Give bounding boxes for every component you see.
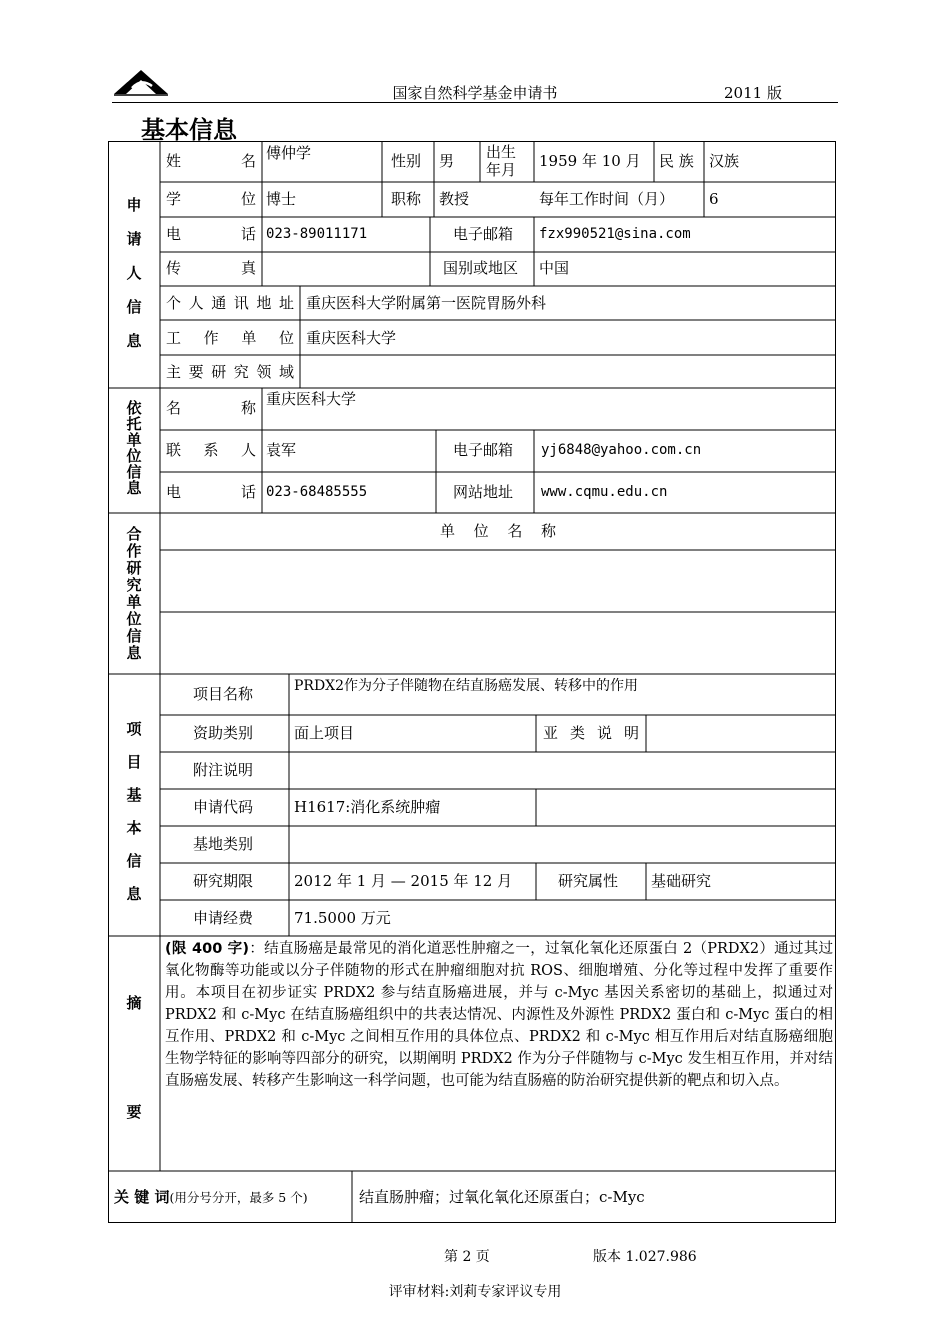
applicant-ethnicity-value: 汉族 <box>709 152 740 170</box>
applicant-group-char: 请 <box>126 230 142 248</box>
applicant-name-label: 姓 名 <box>166 152 256 170</box>
project-attribute-label: 研究属性 <box>558 872 619 890</box>
applicant-field-label: 主要研究领域 <box>166 363 294 381</box>
applicant-email-value: fzx990521@sina.com <box>539 226 691 242</box>
applicant-title-label: 职称 <box>391 190 422 208</box>
project-group-label <box>108 713 160 911</box>
applicant-address-value: 重庆医科大学附属第一医院胃肠外科 <box>306 294 547 312</box>
institution-contact-label: 联 系 人 <box>166 441 256 459</box>
institution-group-char: 息 <box>126 479 142 497</box>
keywords-label-block <box>114 1189 308 1206</box>
project-budget-label: 申请经费 <box>193 909 254 927</box>
footer-page-number: 第 2 页 <box>444 1249 490 1265</box>
applicant-group-char: 息 <box>126 332 142 350</box>
partners-group-char: 息 <box>126 644 142 662</box>
header-divider <box>112 102 838 103</box>
applicant-country-label: 国别或地区 <box>443 259 519 277</box>
abstract-limit: (限 400 字) <box>165 941 250 957</box>
partners-group-char: 作 <box>126 542 142 560</box>
partners-group-char: 合 <box>126 525 142 543</box>
applicant-phone-label: 电 话 <box>166 225 256 243</box>
institution-group-char: 信 <box>126 463 142 481</box>
institution-email-label: 电子邮箱 <box>453 441 514 459</box>
applicant-work-time-label: 每年工作时间（月） <box>539 190 675 208</box>
partners-group-char: 单 <box>126 593 142 611</box>
applicant-degree-value: 博士 <box>266 190 297 208</box>
institution-group-char: 位 <box>126 447 142 465</box>
institution-group-char: 依 <box>126 399 142 417</box>
footer-review-note: 评审材料:刘莉专家评议专用 <box>388 1284 562 1300</box>
section-title: 基本信息 <box>141 116 237 144</box>
keywords-value: 结直肠肿瘤；过氧化氧化还原蛋白；c-Myc <box>359 1188 645 1206</box>
partners-group-char: 位 <box>126 610 142 628</box>
institution-phone-value: 023-68485555 <box>266 484 368 500</box>
institution-contact-value: 袁军 <box>266 441 297 459</box>
project-name-value: PRDX2作为分子伴随物在结直肠癌发展、转移中的作用 <box>294 678 639 694</box>
applicant-degree-label: 学 位 <box>166 190 256 208</box>
applicant-group-char: 申 <box>126 196 142 214</box>
header-version: 2011 版 <box>724 84 782 102</box>
partners-group-char: 研 <box>126 559 142 577</box>
applicant-employer-label: 工 作 单 位 <box>166 329 294 347</box>
applicant-birth-value: 1959 年 10 月 <box>539 152 641 170</box>
applicant-name-value: 傅仲学 <box>266 144 312 162</box>
institution-group-char: 单 <box>126 431 142 449</box>
institution-name-label: 名 称 <box>166 399 256 417</box>
project-budget-value: 71.5000 万元 <box>294 909 391 927</box>
project-code-value: H1617:消化系统肿瘤 <box>294 798 441 816</box>
project-note-label: 附注说明 <box>193 761 254 779</box>
project-group-char: 信 <box>126 852 142 870</box>
applicant-fax-label: 传 真 <box>166 259 256 277</box>
institution-website-value: www.cqmu.edu.cn <box>541 484 668 500</box>
partners-group-char: 信 <box>126 627 142 645</box>
applicant-country-value: 中国 <box>539 259 570 277</box>
keywords-hint: (用分号分开，最多 5 个) <box>169 1190 308 1205</box>
footer-version: 版本 1.027.986 <box>593 1249 697 1265</box>
applicant-email-label: 电子邮箱 <box>453 225 514 243</box>
project-group-char: 基 <box>126 786 142 804</box>
applicant-group-char: 人 <box>126 264 142 282</box>
applicant-gender-label: 性别 <box>391 152 422 170</box>
applicant-group-label <box>108 188 160 358</box>
institution-email-value: yj6848@yahoo.com.cn <box>541 442 702 458</box>
applicant-title-value: 教授 <box>439 190 470 208</box>
project-name-label: 项目名称 <box>193 685 254 703</box>
applicant-phone-value: 023-89011171 <box>266 226 368 242</box>
institution-group-char: 托 <box>126 415 142 433</box>
applicant-birth-label-2: 年月 <box>486 161 517 179</box>
project-attribute-value: 基础研究 <box>651 872 712 890</box>
applicant-birth-label-1: 出生 <box>486 143 517 161</box>
project-period-value: 2012 年 1 月 — 2015 年 12 月 <box>294 872 513 890</box>
applicant-work-time-value: 6 <box>709 190 719 208</box>
abstract-group-label-top: 摘 <box>126 994 142 1012</box>
project-group-char: 本 <box>126 819 142 837</box>
project-period-label: 研究期限 <box>193 872 254 890</box>
applicant-ethnicity-label: 民 族 <box>659 152 694 170</box>
institution-name-value: 重庆医科大学 <box>266 390 357 408</box>
institution-phone-label: 电 话 <box>166 483 256 501</box>
institution-website-label: 网站地址 <box>453 483 514 501</box>
project-group-char: 项 <box>126 720 142 738</box>
project-group-char: 息 <box>126 885 142 903</box>
institution-group-label <box>108 400 160 496</box>
project-base-label: 基地类别 <box>193 835 254 853</box>
project-code-label: 申请代码 <box>193 798 254 816</box>
abstract-text: ：结直肠癌是最常见的消化道恶性肿瘤之一，过氧化氧化还原蛋白 2（PRDX2）通过其过氧化物酶等功能或以分子伴随物的形式在肿瘤细胞对抗 ROS、细胞增殖、分化等过程中发挥了重要作用。本项目在初步证实 PRDX2 参与结直肠癌进展，并与 c-Myc 基因关系密切的基础上，拟通过对 PRDX2 和 c-Myc 在结直肠癌组织中的共表达情况、内源性及外源性 PRDX2 蛋白和 c-Myc 蛋白的相互作用、PRDX2 和 c-Myc 之间相互作用的具体位点、PRDX2 和 c-Myc 相互作用后对结直肠癌细胞生物学特征的影响等四部分的研究，以期阐明 PRDX2 作为分子伴随物与 c-Myc 发生相互作用，并对结直肠癌发展、转移产生影响这一科学问题，也可能为结直肠癌的防治研究提供新的靶点和切入点。 <box>165 941 833 1089</box>
applicant-address-label: 个人通讯地址 <box>166 294 294 312</box>
applicant-group-char: 信 <box>126 298 142 316</box>
project-funding-value: 面上项目 <box>294 724 355 742</box>
applicant-gender-value: 男 <box>439 152 455 170</box>
project-subtype-label: 亚 类 说 明 <box>543 724 639 742</box>
abstract-body <box>165 938 833 1092</box>
applicant-employer-value: 重庆医科大学 <box>306 329 397 347</box>
project-group-char: 目 <box>126 753 142 771</box>
abstract-group-label-bottom: 要 <box>126 1103 142 1121</box>
keywords-label: 关 键 词 <box>114 1188 170 1206</box>
partners-group-char: 究 <box>126 576 142 594</box>
partners-group-label <box>108 526 160 662</box>
header-title: 国家自然科学基金申请书 <box>392 84 558 102</box>
project-funding-label: 资助类别 <box>193 724 254 742</box>
partners-header: 单 位 名 称 <box>440 522 556 540</box>
